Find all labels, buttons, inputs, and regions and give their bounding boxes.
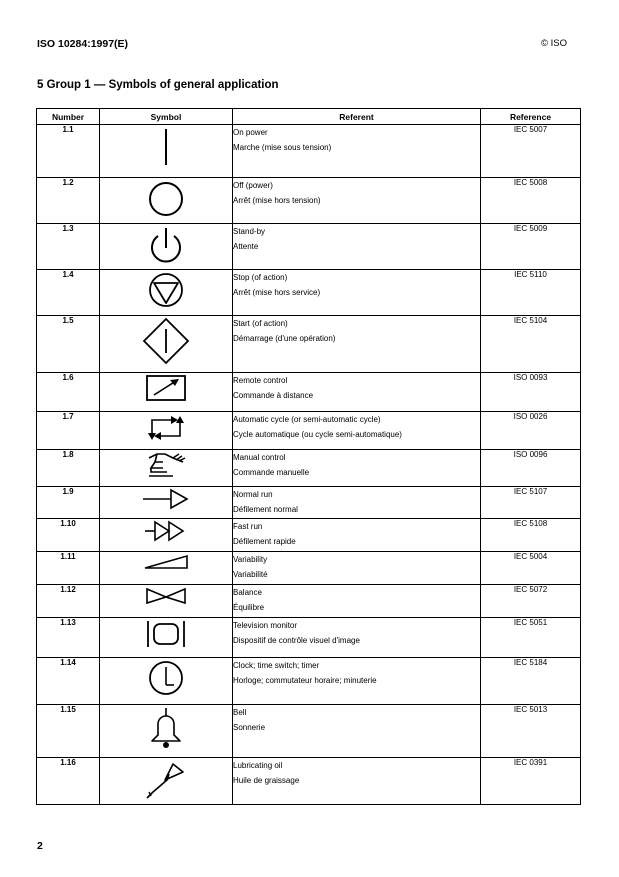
row-number: 1.5 bbox=[37, 316, 100, 373]
header-referent: Referent bbox=[233, 109, 481, 125]
referent-fr: Marche (mise sous tension) bbox=[233, 143, 332, 152]
row-number: 1.6 bbox=[37, 373, 100, 412]
row-number: 1.9 bbox=[37, 487, 100, 519]
referent-en: Start (of action) bbox=[233, 319, 288, 328]
copyright: © ISO bbox=[541, 38, 568, 49]
table-header-row bbox=[37, 109, 581, 125]
table-row bbox=[37, 658, 581, 705]
row-number: 1.11 bbox=[37, 552, 100, 585]
referent-fr: Commande à distance bbox=[233, 391, 314, 400]
table-row bbox=[37, 450, 581, 487]
table-row bbox=[37, 618, 581, 658]
table-row bbox=[37, 487, 581, 519]
referent-en: Stand-by bbox=[233, 227, 266, 236]
referent-en: Clock; time switch; timer bbox=[233, 661, 320, 670]
referent-fr: Arrêt (mise hors service) bbox=[233, 288, 321, 297]
on-power-icon bbox=[146, 125, 186, 169]
header-symbol: Symbol bbox=[100, 109, 233, 125]
row-number: 1.15 bbox=[37, 705, 100, 758]
referent-fr: Horloge; commutateur horaire; minuterie bbox=[233, 676, 377, 685]
table-row bbox=[37, 705, 581, 758]
referent-en: Variability bbox=[233, 555, 268, 564]
row-number: 1.3 bbox=[37, 224, 100, 270]
table-row bbox=[37, 585, 581, 618]
row-number: 1.1 bbox=[37, 125, 100, 178]
manual-control-icon bbox=[143, 450, 189, 480]
normal-run-icon bbox=[141, 487, 191, 511]
reference-code: IEC 5051 bbox=[481, 618, 581, 658]
table-row bbox=[37, 270, 581, 316]
referent-fr: Attente bbox=[233, 242, 259, 251]
remote-control-icon bbox=[144, 373, 188, 403]
start-action-icon bbox=[141, 316, 191, 366]
header-number: Number bbox=[37, 109, 100, 125]
referent-en: Bell bbox=[233, 708, 247, 717]
reference-code: IEC 5108 bbox=[481, 519, 581, 552]
referent-fr: Cycle automatique (ou cycle semi-automatique) bbox=[233, 430, 402, 439]
row-number: 1.10 bbox=[37, 519, 100, 552]
referent-fr: Dispositif de contrôle visuel d'image bbox=[233, 636, 360, 645]
balance-icon bbox=[143, 585, 189, 605]
row-number: 1.16 bbox=[37, 758, 100, 805]
referent-en: Normal run bbox=[233, 490, 273, 499]
reference-code: ISO 0096 bbox=[481, 450, 581, 487]
referent-fr: Variabilité bbox=[233, 570, 268, 579]
referent-en: Lubricating oil bbox=[233, 761, 283, 770]
reference-code: IEC 5009 bbox=[481, 224, 581, 270]
row-number: 1.8 bbox=[37, 450, 100, 487]
stand-by-icon bbox=[146, 224, 186, 264]
reference-code: IEC 5008 bbox=[481, 178, 581, 224]
referent-en: Fast run bbox=[233, 522, 263, 531]
reference-code: ISO 0026 bbox=[481, 412, 581, 450]
reference-code: IEC 5013 bbox=[481, 705, 581, 758]
table-row bbox=[37, 758, 581, 805]
row-number: 1.2 bbox=[37, 178, 100, 224]
table-row bbox=[37, 373, 581, 412]
referent-en: Off (power) bbox=[233, 181, 273, 190]
reference-code: IEC 5107 bbox=[481, 487, 581, 519]
table-row bbox=[37, 178, 581, 224]
referent-en: Television monitor bbox=[233, 621, 298, 630]
referent-en: Balance bbox=[233, 588, 262, 597]
referent-fr: Défilement rapide bbox=[233, 537, 296, 546]
reference-code: IEC 5004 bbox=[481, 552, 581, 585]
reference-code: IEC 5184 bbox=[481, 658, 581, 705]
stop-action-icon bbox=[146, 270, 186, 310]
reference-code: IEC 5072 bbox=[481, 585, 581, 618]
television-monitor-icon bbox=[144, 618, 188, 650]
reference-code: IEC 5007 bbox=[481, 125, 581, 178]
referent-fr: Arrêt (mise hors tension) bbox=[233, 196, 321, 205]
table-row bbox=[37, 519, 581, 552]
fast-run-icon bbox=[141, 519, 191, 543]
row-number: 1.7 bbox=[37, 412, 100, 450]
referent-fr: Défilement normal bbox=[233, 505, 298, 514]
off-power-icon bbox=[146, 178, 186, 218]
document-id: ISO 10284:1997(E) bbox=[37, 38, 129, 50]
referent-fr: Démarrage (d'une opération) bbox=[233, 334, 336, 343]
section-title: 5 Group 1 — Symbols of general application bbox=[37, 79, 279, 91]
header-reference: Reference bbox=[481, 109, 581, 125]
table-row bbox=[37, 125, 581, 178]
referent-fr: Commande manuelle bbox=[233, 468, 310, 477]
table-row bbox=[37, 412, 581, 450]
referent-en: Remote control bbox=[233, 376, 288, 385]
clock-icon bbox=[146, 658, 186, 698]
variability-icon bbox=[141, 552, 191, 572]
referent-en: Automatic cycle (or semi-automatic cycle) bbox=[233, 415, 381, 424]
table-row bbox=[37, 552, 581, 585]
row-number: 1.12 bbox=[37, 585, 100, 618]
lubricating-oil-icon bbox=[143, 758, 189, 802]
referent-fr: Équilibre bbox=[233, 603, 265, 612]
row-number: 1.14 bbox=[37, 658, 100, 705]
automatic-cycle-icon bbox=[144, 412, 188, 444]
bell-icon bbox=[146, 705, 186, 751]
row-number: 1.13 bbox=[37, 618, 100, 658]
referent-en: Manual control bbox=[233, 453, 286, 462]
page-number: 2 bbox=[37, 840, 43, 852]
row-number: 1.4 bbox=[37, 270, 100, 316]
reference-code: IEC 0391 bbox=[481, 758, 581, 805]
table-row bbox=[37, 224, 581, 270]
referent-fr: Huile de graissage bbox=[233, 776, 300, 785]
referent-en: Stop (of action) bbox=[233, 273, 288, 282]
reference-code: IEC 5110 bbox=[481, 270, 581, 316]
referent-fr: Sonnerie bbox=[233, 723, 266, 732]
symbols-table bbox=[36, 108, 581, 805]
reference-code: ISO 0093 bbox=[481, 373, 581, 412]
table-row bbox=[37, 316, 581, 373]
reference-code: IEC 5104 bbox=[481, 316, 581, 373]
referent-en: On power bbox=[233, 128, 268, 137]
